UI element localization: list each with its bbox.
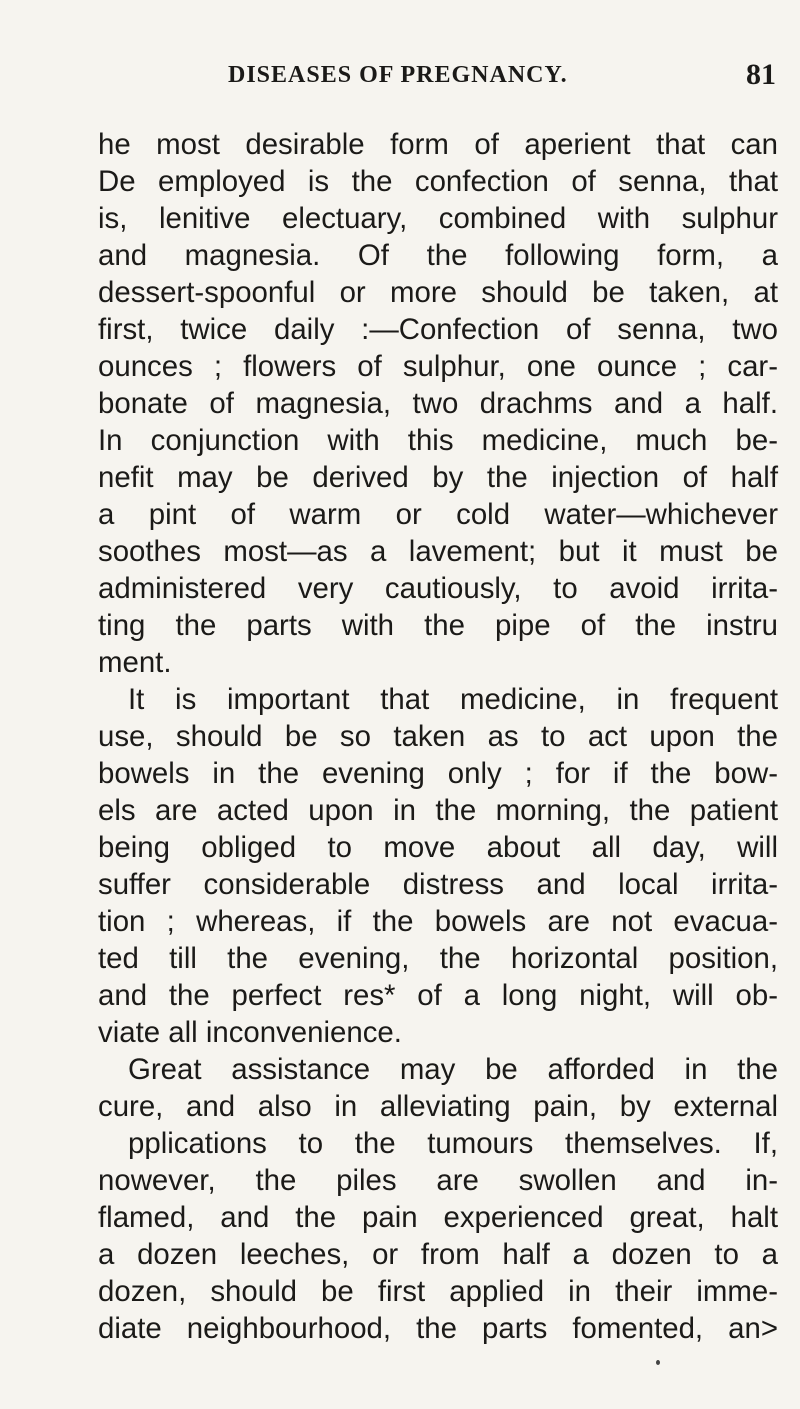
text-line: ting the parts with the pipe of the instru [98,609,778,642]
text-line: ment. [98,646,172,679]
text-line: being obliged to move about all day, will [98,831,778,864]
text-line: tion ; whereas, if the bowels are not evacua- [98,905,778,938]
text-line: and magnesia. Of the following form, a [98,239,778,272]
text-line: is, lenitive electuary, combined with sulphur [98,202,778,235]
text-line: bonate of magnesia, two drachms and a half. [98,387,778,420]
text-line: flamed, and the pain experienced great, halt [98,1201,778,1234]
running-title: DISEASES OF PREGNANCY. [228,62,568,88]
text-line: viate all inconvenience. [98,1016,402,1049]
text-line: ted till the evening, the horizontal position, [98,942,778,975]
text-line: In conjunction with this medicine, much be- [98,424,778,457]
text-line: administered very cautiously, to avoid irrita- [98,572,778,605]
text-line: dozen, should be first applied in their imme- [98,1275,778,1308]
text-line: soothes most—as a lavement; but it must be [98,535,778,568]
text-line: pplications to the tumours themselves. If, [128,1127,778,1160]
text-line: De employed is the confection of senna, that [98,165,778,198]
running-header [228,58,776,98]
text-line: a dozen leeches, or from half a dozen to a [98,1238,778,1271]
text-line: nowever, the piles are swollen and in- [98,1164,778,1197]
text-line: first, twice daily :—Confection of senna, two [98,313,778,346]
text-line: Great assistance may be afforded in the [128,1053,778,1086]
text-line: bowels in the evening only ; for if the bow- [98,757,778,790]
text-line: he most desirable form of aperient that can [98,128,778,161]
text-line: It is important that medicine, in frequent [128,683,778,716]
text-line: cure, and also in alleviating pain, by external [98,1090,778,1123]
body-text [98,126,778,1347]
print-speck [656,1360,660,1365]
text-line: and the perfect res* of a long night, will ob- [98,979,778,1012]
text-line: nefit may be derived by the injection of half [98,461,778,494]
text-line: a pint of warm or cold water—whichever [98,498,778,531]
text-line: dessert-spoonful or more should be taken, at [98,276,778,309]
text-line: use, should be so taken as to act upon the [98,720,778,753]
text-line: diate neighbourhood, the parts fomented, an> [98,1312,778,1345]
page-number: 81 [746,58,776,91]
text-line: els are acted upon in the morning, the patient [98,794,778,827]
text-line: ounces ; flowers of sulphur, one ounce ; car- [98,350,778,383]
text-line: suffer considerable distress and local irrita- [98,868,778,901]
